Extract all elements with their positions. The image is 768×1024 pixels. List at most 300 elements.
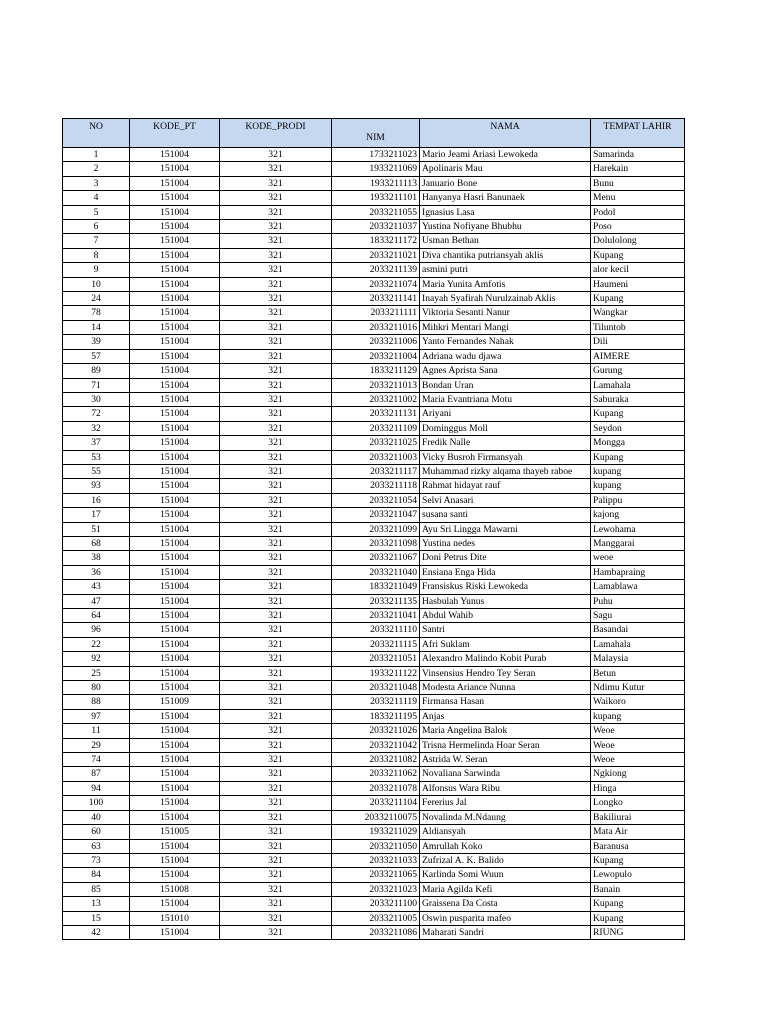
- cell-tempat-lahir: Hambapraing: [591, 565, 685, 579]
- cell-kode-prodi: 321: [220, 781, 332, 795]
- table-row: [63, 767, 685, 781]
- table-row: [63, 623, 685, 637]
- cell-nama: Adriana wadu djawa: [420, 349, 591, 363]
- cell-nim: 2033211037: [332, 220, 420, 234]
- cell-kode-pt: 151004: [130, 738, 220, 752]
- table-row: [63, 695, 685, 709]
- cell-nim: 2033211131: [332, 407, 420, 421]
- cell-nim: 2033211135: [332, 594, 420, 608]
- cell-nim: 2033211141: [332, 292, 420, 306]
- cell-tempat-lahir: Mata Air: [591, 825, 685, 839]
- cell-kode-pt: 151004: [130, 436, 220, 450]
- cell-tempat-lahir: Lamahala: [591, 637, 685, 651]
- cell-kode-pt: 151004: [130, 565, 220, 579]
- cell-nim: 2033211003: [332, 450, 420, 464]
- cell-tempat-lahir: Palippu: [591, 493, 685, 507]
- cell-tempat-lahir: Lewohama: [591, 522, 685, 536]
- cell-nama: Yanto Fernandes Nahak: [420, 335, 591, 349]
- cell-nim: 1833211129: [332, 364, 420, 378]
- cell-nama: Mihkri Mentari Mangi: [420, 320, 591, 334]
- cell-nama: Mario Jeami Ariasi Lewokeda: [420, 148, 591, 162]
- cell-nama: Firmansa Hasan: [420, 695, 591, 709]
- cell-kode-pt: 151004: [130, 594, 220, 608]
- cell-tempat-lahir: Kupang: [591, 450, 685, 464]
- cell-nama: Doni Petrus Dite: [420, 551, 591, 565]
- cell-nama: Maharati Sandri: [420, 925, 591, 939]
- header-kode-prodi: KODE_PRODI: [220, 119, 332, 148]
- table-row: [63, 925, 685, 939]
- cell-nama: Abdul Wahib: [420, 609, 591, 623]
- cell-kode-prodi: 321: [220, 839, 332, 853]
- cell-no: 68: [63, 536, 130, 550]
- cell-no: 74: [63, 753, 130, 767]
- cell-nim: 2033211016: [332, 320, 420, 334]
- cell-nama: Alfonsus Wara Ribu: [420, 781, 591, 795]
- cell-kode-prodi: 321: [220, 810, 332, 824]
- cell-nim: 2033211055: [332, 205, 420, 219]
- cell-nama: Ignasius Lasa: [420, 205, 591, 219]
- cell-kode-pt: 151004: [130, 637, 220, 651]
- cell-kode-pt: 151004: [130, 810, 220, 824]
- cell-tempat-lahir: Banain: [591, 882, 685, 896]
- cell-kode-prodi: 321: [220, 407, 332, 421]
- cell-nim: 2033211033: [332, 853, 420, 867]
- cell-no: 94: [63, 781, 130, 795]
- cell-no: 3: [63, 176, 130, 190]
- cell-no: 36: [63, 565, 130, 579]
- cell-nim: 2033211086: [332, 925, 420, 939]
- cell-no: 24: [63, 292, 130, 306]
- cell-kode-prodi: 321: [220, 191, 332, 205]
- cell-kode-pt: 151004: [130, 220, 220, 234]
- cell-no: 25: [63, 666, 130, 680]
- cell-kode-prodi: 321: [220, 436, 332, 450]
- cell-no: 10: [63, 277, 130, 291]
- cell-tempat-lahir: Kupang: [591, 407, 685, 421]
- cell-nim: 1933211029: [332, 825, 420, 839]
- table-row: [63, 306, 685, 320]
- cell-tempat-lahir: Puhu: [591, 594, 685, 608]
- cell-nim: 2033211013: [332, 378, 420, 392]
- cell-kode-prodi: 321: [220, 882, 332, 896]
- cell-no: 17: [63, 508, 130, 522]
- cell-kode-prodi: 321: [220, 853, 332, 867]
- cell-nim: 2033211042: [332, 738, 420, 752]
- header-nim: NIM: [332, 119, 420, 148]
- cell-kode-pt: 151004: [130, 421, 220, 435]
- cell-nim: 2033211110: [332, 623, 420, 637]
- cell-nama: Trisna Hermelinda Hoar Seran: [420, 738, 591, 752]
- cell-tempat-lahir: weoe: [591, 551, 685, 565]
- table-row: [63, 911, 685, 925]
- cell-nama: Maria Angelina Balok: [420, 724, 591, 738]
- cell-nama: Hanyanya Hasri Banunaek: [420, 191, 591, 205]
- cell-kode-pt: 151004: [130, 407, 220, 421]
- cell-nim: 2033211104: [332, 796, 420, 810]
- cell-kode-prodi: 321: [220, 450, 332, 464]
- cell-nama: Apolinaris Mau: [420, 162, 591, 176]
- cell-no: 60: [63, 825, 130, 839]
- cell-tempat-lahir: kajong: [591, 508, 685, 522]
- table-row: [63, 753, 685, 767]
- cell-no: 40: [63, 810, 130, 824]
- cell-no: 5: [63, 205, 130, 219]
- cell-nama: Hasbulah Yunus: [420, 594, 591, 608]
- cell-kode-prodi: 321: [220, 681, 332, 695]
- cell-nama: Santri: [420, 623, 591, 637]
- cell-nama: Maria Yunita Amfotis: [420, 277, 591, 291]
- cell-kode-pt: 151004: [130, 191, 220, 205]
- cell-no: 73: [63, 853, 130, 867]
- cell-nama: Ariyani: [420, 407, 591, 421]
- cell-kode-prodi: 321: [220, 234, 332, 248]
- cell-kode-pt: 151004: [130, 796, 220, 810]
- table-row: [63, 292, 685, 306]
- cell-nama: Diva chantika putriansyah aklis: [420, 248, 591, 262]
- cell-nama: Usman Bethan: [420, 234, 591, 248]
- cell-kode-prodi: 321: [220, 652, 332, 666]
- cell-kode-pt: 151004: [130, 839, 220, 853]
- cell-nama: Novalinda M.Ndaung: [420, 810, 591, 824]
- cell-nim: 2033211006: [332, 335, 420, 349]
- table-row: [63, 436, 685, 450]
- cell-kode-prodi: 321: [220, 176, 332, 190]
- spreadsheet: [62, 118, 685, 940]
- table-row: [63, 508, 685, 522]
- cell-kode-prodi: 321: [220, 637, 332, 651]
- cell-kode-prodi: 321: [220, 349, 332, 363]
- cell-nim: 2033211074: [332, 277, 420, 291]
- cell-tempat-lahir: Betun: [591, 666, 685, 680]
- cell-kode-pt: 151004: [130, 176, 220, 190]
- cell-no: 72: [63, 407, 130, 421]
- cell-nim: 2033211098: [332, 536, 420, 550]
- cell-kode-pt: 151004: [130, 320, 220, 334]
- cell-tempat-lahir: Seydon: [591, 421, 685, 435]
- cell-nama: Astrida W. Seran: [420, 753, 591, 767]
- cell-nama: Agnes Aprista Sana: [420, 364, 591, 378]
- cell-nama: Viktoria Sesanti Nanur: [420, 306, 591, 320]
- cell-tempat-lahir: Longko: [591, 796, 685, 810]
- table-row: [63, 652, 685, 666]
- cell-kode-prodi: 321: [220, 162, 332, 176]
- cell-kode-prodi: 321: [220, 263, 332, 277]
- cell-nim: 2033211099: [332, 522, 420, 536]
- cell-kode-pt: 151009: [130, 695, 220, 709]
- table-row: [63, 220, 685, 234]
- cell-nama: Alexandro Malindo Kobit Purab: [420, 652, 591, 666]
- cell-tempat-lahir: Bunu: [591, 176, 685, 190]
- cell-no: 29: [63, 738, 130, 752]
- cell-kode-pt: 151004: [130, 479, 220, 493]
- cell-tempat-lahir: Poso: [591, 220, 685, 234]
- table-row: [63, 839, 685, 853]
- cell-no: 47: [63, 594, 130, 608]
- cell-nim: 1833211195: [332, 709, 420, 723]
- cell-nim: 2033211023: [332, 882, 420, 896]
- cell-no: 6: [63, 220, 130, 234]
- cell-tempat-lahir: Manggarai: [591, 536, 685, 550]
- cell-tempat-lahir: Lamahala: [591, 378, 685, 392]
- cell-tempat-lahir: Basandai: [591, 623, 685, 637]
- table-row: [63, 781, 685, 795]
- cell-kode-pt: 151004: [130, 392, 220, 406]
- cell-tempat-lahir: Hinga: [591, 781, 685, 795]
- cell-no: 7: [63, 234, 130, 248]
- cell-no: 96: [63, 623, 130, 637]
- table-row: [63, 522, 685, 536]
- cell-nim: 1833211172: [332, 234, 420, 248]
- cell-no: 13: [63, 897, 130, 911]
- cell-kode-pt: 151004: [130, 349, 220, 363]
- table-row: [63, 493, 685, 507]
- cell-nama: Novaliana Sarwinda: [420, 767, 591, 781]
- cell-tempat-lahir: kupang: [591, 479, 685, 493]
- cell-no: 84: [63, 868, 130, 882]
- cell-tempat-lahir: Malaysia: [591, 652, 685, 666]
- cell-no: 57: [63, 349, 130, 363]
- cell-kode-prodi: 321: [220, 565, 332, 579]
- cell-kode-prodi: 321: [220, 594, 332, 608]
- cell-nama: Fransiskus Riski Lewokeda: [420, 580, 591, 594]
- cell-kode-prodi: 321: [220, 378, 332, 392]
- cell-nim: 1933211101: [332, 191, 420, 205]
- cell-kode-pt: 151004: [130, 868, 220, 882]
- cell-nama: Vinsensius Hendro Tey Seran: [420, 666, 591, 680]
- cell-nim: 2033211082: [332, 753, 420, 767]
- cell-no: 64: [63, 609, 130, 623]
- table-row: [63, 666, 685, 680]
- cell-nama: asmini putri: [420, 263, 591, 277]
- cell-no: 16: [63, 493, 130, 507]
- cell-kode-prodi: 321: [220, 464, 332, 478]
- cell-tempat-lahir: Weoe: [591, 724, 685, 738]
- cell-tempat-lahir: alor kecil: [591, 263, 685, 277]
- cell-nama: Maria Agilda Kefi: [420, 882, 591, 896]
- table-row: [63, 364, 685, 378]
- cell-tempat-lahir: Saburaka: [591, 392, 685, 406]
- cell-nim: 2033211100: [332, 897, 420, 911]
- table-row: [63, 637, 685, 651]
- cell-no: 63: [63, 839, 130, 853]
- cell-no: 11: [63, 724, 130, 738]
- cell-nim: 2033211139: [332, 263, 420, 277]
- table-row: [63, 335, 685, 349]
- cell-nama: Maria Evantriana Motu: [420, 392, 591, 406]
- table-row: [63, 853, 685, 867]
- cell-no: 80: [63, 681, 130, 695]
- cell-nama: Afri Suklam: [420, 637, 591, 651]
- cell-tempat-lahir: Menu: [591, 191, 685, 205]
- cell-tempat-lahir: Kupang: [591, 292, 685, 306]
- cell-tempat-lahir: Baranusa: [591, 839, 685, 853]
- cell-nama: Ayu Sri Lingga Mawarni: [420, 522, 591, 536]
- cell-kode-prodi: 321: [220, 493, 332, 507]
- table-row: [63, 378, 685, 392]
- cell-tempat-lahir: kupang: [591, 709, 685, 723]
- cell-nama: Anjas: [420, 709, 591, 723]
- cell-kode-pt: 151004: [130, 277, 220, 291]
- cell-tempat-lahir: Ngkiong: [591, 767, 685, 781]
- cell-no: 55: [63, 464, 130, 478]
- cell-nama: Oswin pusparita mafeo: [420, 911, 591, 925]
- cell-kode-pt: 151004: [130, 234, 220, 248]
- table-row: [63, 825, 685, 839]
- cell-nim: 1933211122: [332, 666, 420, 680]
- cell-nim: 1933211113: [332, 176, 420, 190]
- cell-kode-pt: 151004: [130, 551, 220, 565]
- cell-nim: 2033211050: [332, 839, 420, 853]
- student-table: [62, 118, 685, 940]
- table-row: [63, 709, 685, 723]
- cell-nim: 2033211041: [332, 609, 420, 623]
- cell-kode-prodi: 321: [220, 335, 332, 349]
- cell-nama: Vicky Busroh Firmansyah: [420, 450, 591, 464]
- cell-tempat-lahir: Kupang: [591, 248, 685, 262]
- cell-kode-pt: 151004: [130, 609, 220, 623]
- cell-kode-pt: 151004: [130, 248, 220, 262]
- table-row: [63, 176, 685, 190]
- cell-tempat-lahir: Kupang: [591, 853, 685, 867]
- cell-nim: 2033211078: [332, 781, 420, 795]
- header-row: [63, 119, 685, 148]
- cell-kode-prodi: 321: [220, 709, 332, 723]
- cell-kode-prodi: 321: [220, 248, 332, 262]
- cell-tempat-lahir: Weoe: [591, 753, 685, 767]
- cell-no: 1: [63, 148, 130, 162]
- cell-tempat-lahir: Lewopulo: [591, 868, 685, 882]
- cell-tempat-lahir: Dili: [591, 335, 685, 349]
- cell-tempat-lahir: RIUNG: [591, 925, 685, 939]
- cell-kode-prodi: 321: [220, 148, 332, 162]
- cell-kode-pt: 151005: [130, 825, 220, 839]
- cell-kode-pt: 151004: [130, 450, 220, 464]
- cell-nama: Yustina nedes: [420, 536, 591, 550]
- cell-kode-pt: 151004: [130, 781, 220, 795]
- table-row: [63, 551, 685, 565]
- table-body: [63, 148, 685, 940]
- table-row: [63, 479, 685, 493]
- cell-no: 51: [63, 522, 130, 536]
- cell-kode-prodi: 321: [220, 551, 332, 565]
- table-row: [63, 162, 685, 176]
- cell-nama: Amrullah Koko: [420, 839, 591, 853]
- cell-kode-pt: 151004: [130, 767, 220, 781]
- cell-tempat-lahir: AIMERE: [591, 349, 685, 363]
- cell-kode-prodi: 321: [220, 364, 332, 378]
- cell-tempat-lahir: Podol: [591, 205, 685, 219]
- cell-nim: 20332110075: [332, 810, 420, 824]
- cell-kode-pt: 151008: [130, 882, 220, 896]
- cell-tempat-lahir: Weoe: [591, 738, 685, 752]
- cell-tempat-lahir: Wangkar: [591, 306, 685, 320]
- cell-tempat-lahir: kupang: [591, 464, 685, 478]
- cell-no: 97: [63, 709, 130, 723]
- table-row: [63, 191, 685, 205]
- cell-kode-prodi: 321: [220, 738, 332, 752]
- cell-kode-pt: 151004: [130, 536, 220, 550]
- cell-kode-pt: 151004: [130, 263, 220, 277]
- cell-nim: 2033211118: [332, 479, 420, 493]
- cell-kode-prodi: 321: [220, 925, 332, 939]
- cell-no: 88: [63, 695, 130, 709]
- cell-no: 8: [63, 248, 130, 262]
- cell-kode-prodi: 321: [220, 479, 332, 493]
- table-row: [63, 580, 685, 594]
- header-no: NO: [63, 119, 130, 148]
- cell-no: 71: [63, 378, 130, 392]
- cell-kode-prodi: 321: [220, 536, 332, 550]
- cell-kode-pt: 151004: [130, 508, 220, 522]
- cell-no: 87: [63, 767, 130, 781]
- cell-kode-prodi: 321: [220, 609, 332, 623]
- cell-kode-pt: 151004: [130, 364, 220, 378]
- cell-no: 37: [63, 436, 130, 450]
- cell-kode-prodi: 321: [220, 580, 332, 594]
- cell-kode-pt: 151004: [130, 623, 220, 637]
- cell-nama: Modesta Ariance Nunna: [420, 681, 591, 695]
- cell-tempat-lahir: Harekain: [591, 162, 685, 176]
- cell-tempat-lahir: Gurung: [591, 364, 685, 378]
- cell-no: 14: [63, 320, 130, 334]
- cell-kode-pt: 151004: [130, 724, 220, 738]
- cell-nim: 2033211026: [332, 724, 420, 738]
- cell-nim: 2033211004: [332, 349, 420, 363]
- cell-kode-pt: 151004: [130, 493, 220, 507]
- cell-nama: Bondan Uran: [420, 378, 591, 392]
- cell-kode-pt: 151004: [130, 897, 220, 911]
- table-row: [63, 594, 685, 608]
- cell-kode-pt: 151004: [130, 292, 220, 306]
- cell-kode-pt: 151004: [130, 580, 220, 594]
- cell-kode-prodi: 321: [220, 220, 332, 234]
- cell-kode-pt: 151004: [130, 378, 220, 392]
- cell-kode-pt: 151004: [130, 853, 220, 867]
- cell-kode-prodi: 321: [220, 292, 332, 306]
- cell-kode-prodi: 321: [220, 277, 332, 291]
- cell-nim: 2033211047: [332, 508, 420, 522]
- cell-nama: Ensiana Enga Hida: [420, 565, 591, 579]
- header-tempat-lahir: TEMPAT LAHIR: [591, 119, 685, 148]
- cell-nama: susana santi: [420, 508, 591, 522]
- table-row: [63, 320, 685, 334]
- cell-nim: 2033211048: [332, 681, 420, 695]
- table-row: [63, 565, 685, 579]
- cell-tempat-lahir: Waikoro: [591, 695, 685, 709]
- cell-kode-prodi: 321: [220, 421, 332, 435]
- cell-nim: 2033211115: [332, 637, 420, 651]
- cell-kode-prodi: 321: [220, 508, 332, 522]
- cell-kode-pt: 151004: [130, 464, 220, 478]
- cell-tempat-lahir: Tiluntob: [591, 320, 685, 334]
- cell-nama: Aldiansyah: [420, 825, 591, 839]
- cell-nim: 2033211021: [332, 248, 420, 262]
- cell-no: 100: [63, 796, 130, 810]
- cell-tempat-lahir: Samarinda: [591, 148, 685, 162]
- cell-kode-prodi: 321: [220, 897, 332, 911]
- cell-no: 43: [63, 580, 130, 594]
- cell-kode-prodi: 321: [220, 666, 332, 680]
- header-nama: NAMA: [420, 119, 591, 148]
- cell-nama: Fererius Jal: [420, 796, 591, 810]
- cell-kode-pt: 151004: [130, 666, 220, 680]
- cell-tempat-lahir: Haumeni: [591, 277, 685, 291]
- cell-kode-prodi: 321: [220, 695, 332, 709]
- table-row: [63, 609, 685, 623]
- cell-kode-pt: 151004: [130, 205, 220, 219]
- cell-no: 89: [63, 364, 130, 378]
- cell-nim: 2033211051: [332, 652, 420, 666]
